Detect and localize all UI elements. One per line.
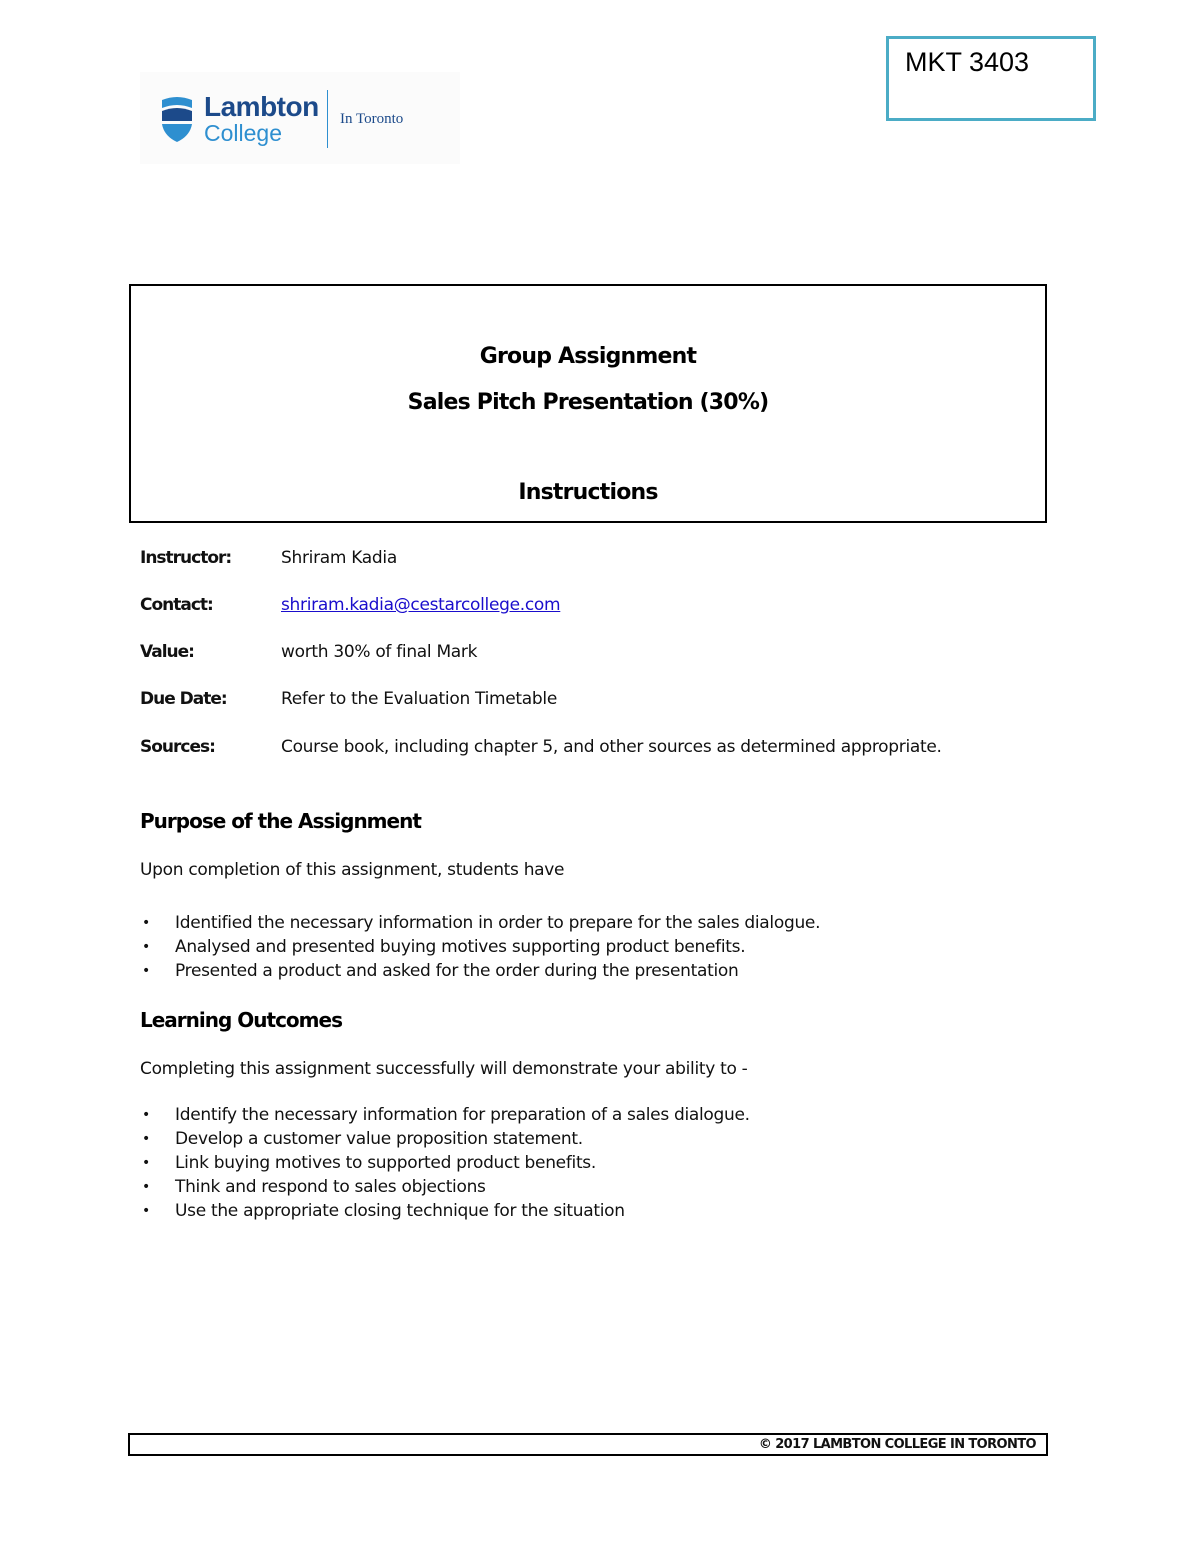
course-code-box (886, 36, 1096, 121)
bullet-icon: • (142, 939, 150, 955)
instructions-heading: Instructions (518, 480, 658, 505)
assignment-title: Sales Pitch Presentation (30%) (407, 390, 769, 415)
assignment-type: Group Assignment (479, 344, 697, 369)
contact-email-link[interactable]: shriram.kadia@cestarcollege.com (281, 595, 561, 615)
detail-value: Shriram Kadia (281, 548, 397, 568)
detail-label: Value: (140, 642, 194, 662)
purpose-list (140, 911, 820, 983)
logo-location: In Toronto (340, 111, 404, 127)
list-item: • Identified the necessary information in order to prepare for the sales dialogue. (142, 913, 821, 933)
outcomes-heading: Learning Outcomes (140, 1008, 342, 1032)
outcomes-intro: Completing this assignment successfully will demonstrate your ability to - (140, 1059, 748, 1079)
bullet-icon: • (142, 1203, 150, 1219)
list-item: • Presented a product and asked for the order during the presentation (142, 961, 739, 981)
bullet-icon: • (142, 1107, 150, 1123)
bullet-icon: • (142, 1179, 150, 1195)
list-item: • Link buying motives to supported product benefits. (142, 1153, 596, 1173)
detail-label: Instructor: (140, 548, 232, 568)
detail-label: Sources: (140, 737, 215, 757)
shield-icon (160, 94, 194, 144)
detail-label: Contact: (140, 595, 213, 615)
college-logo (140, 72, 460, 164)
detail-value: Refer to the Evaluation Timetable (281, 689, 557, 709)
detail-label: Due Date: (140, 689, 227, 709)
list-item: • Identify the necessary information for preparation of a sales dialogue. (142, 1105, 750, 1125)
purpose-intro: Upon completion of this assignment, students have (140, 860, 565, 880)
detail-value: worth 30% of final Mark (281, 642, 478, 662)
logo-name: Lambton (204, 91, 319, 122)
footer-bar (128, 1433, 1048, 1456)
detail-value: Course book, including chapter 5, and other sources as determined appropriate. (281, 737, 942, 757)
title-box (129, 284, 1047, 523)
bullet-icon: • (142, 1155, 150, 1171)
bullet-icon: • (142, 963, 150, 979)
logo-subtitle: College (204, 120, 282, 146)
outcomes-list (140, 1103, 750, 1223)
course-code: MKT 3403 (905, 47, 1030, 77)
bullet-icon: • (142, 1131, 150, 1147)
list-item: • Analysed and presented buying motives supporting product benefits. (142, 937, 746, 957)
list-item: • Develop a customer value proposition statement. (142, 1129, 583, 1149)
list-item: • Use the appropriate closing technique for the situation (142, 1201, 625, 1221)
list-item: • Think and respond to sales objections (142, 1177, 486, 1197)
footer-copyright: © 2017 LAMBTON COLLEGE IN TORONTO (758, 1437, 1036, 1452)
purpose-heading: Purpose of the Assignment (140, 809, 421, 833)
bullet-icon: • (142, 915, 150, 931)
logo-divider (327, 90, 328, 148)
